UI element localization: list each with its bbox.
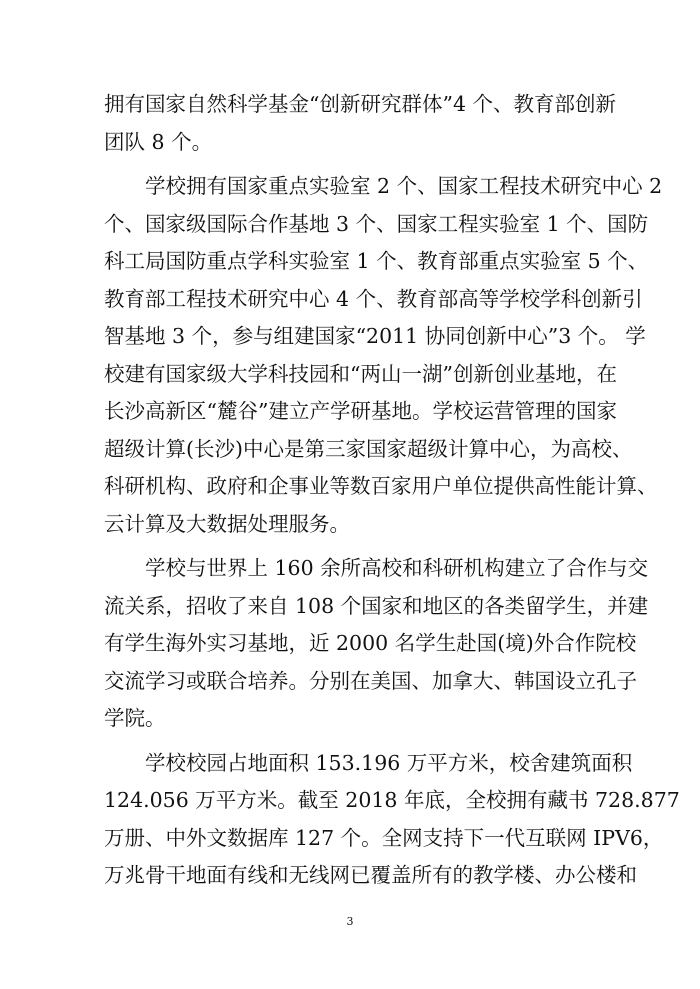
text-line: 科研机构、政府和企事业等数百家用户单位提供高性能计算、 — [104, 474, 658, 498]
text-line: 校建有国家级大学科技园和“两山一湖”创新创业基地，在 — [104, 361, 617, 386]
text-line: 团队 8 个。 — [104, 129, 213, 154]
text-line: 超级计算(长沙)中心是第三家国家超级计算中心，为高校、 — [104, 436, 633, 461]
text-line: 交流学习或联合培养。分别在美国、加拿大、韩国设立孔子 — [104, 668, 637, 693]
page-number: 3 — [346, 915, 354, 928]
text-line: 云计算及大数据处理服务。 — [104, 511, 350, 536]
text-line: 学校与世界上 160 余所高校和科研机构建立了合作与交 — [145, 556, 649, 580]
paragraph-campus-facilities — [104, 745, 680, 895]
text-line: 学院。 — [104, 706, 166, 730]
text-line: 科工局国防重点学科实验室 1 个、教育部重点实验室 5 个、 — [104, 249, 649, 273]
text-line: 万册、中外文数据库 127 个。全网支持下一代互联网 IPV6， — [104, 825, 664, 850]
text-line: 拥有国家自然科学基金“创新研究群体”4 个、教育部创新 — [104, 92, 617, 116]
paragraph-research-teams — [104, 86, 617, 161]
body-text — [104, 86, 680, 902]
text-line: 个、国家级国际合作基地 3 个、国家工程实验室 1 个、国防 — [104, 211, 649, 236]
paragraph-international-cooperation — [104, 550, 649, 738]
text-line: 流关系，招收了来自 108 个国家和地区的各类留学生，并建 — [104, 593, 649, 618]
text-line: 智基地 3 个，参与组建国家“2011 协同创新中心”3 个。 学 — [104, 324, 646, 348]
text-line: 学校拥有国家重点实验室 2 个、国家工程技术研究中心 2 — [145, 174, 663, 198]
text-line: 万兆骨干地面有线和无线网已覆盖所有的教学楼、办公楼和 — [104, 863, 637, 887]
paragraph-labs-and-centers — [104, 168, 663, 543]
text-line: 学校校园占地面积 153.196 万平方米，校舍建筑面积 — [145, 750, 633, 775]
text-line: 124.056 万平方米。截至 2018 年底，全校拥有藏书 728.877 — [104, 788, 680, 812]
text-line: 长沙高新区“麓谷”建立产学研基地。学校运营管理的国家 — [104, 399, 617, 423]
text-line: 有学生海外实习基地，近 2000 名学生赴国(境)外合作院校 — [104, 631, 637, 655]
text-line: 教育部工程技术研究中心 4 个、教育部高等学校学科创新引 — [104, 286, 643, 311]
